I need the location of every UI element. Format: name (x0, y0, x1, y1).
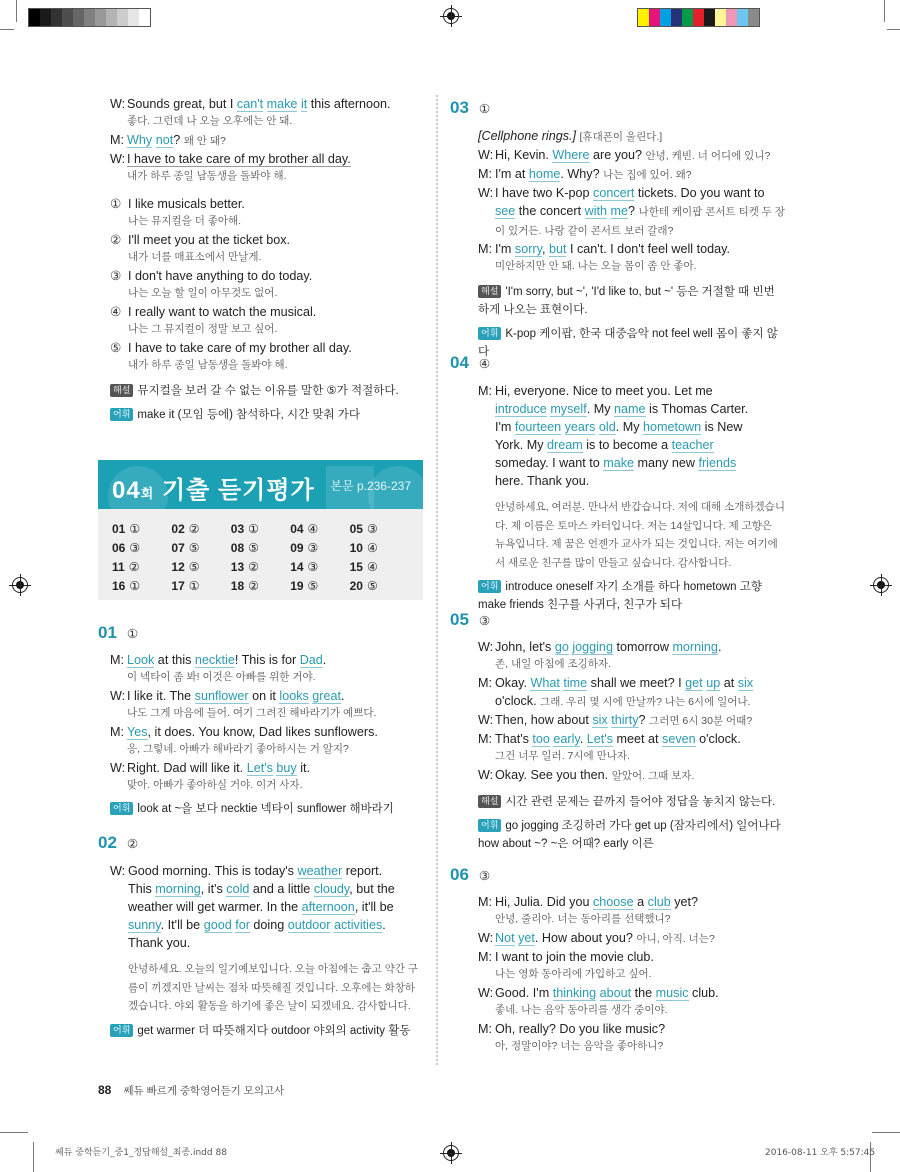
speaker-label: W: (478, 148, 494, 162)
answer-blank: Let's (246, 761, 273, 775)
monologue: W: Good morning. This is today's weather report. This morning, it's cold and a little cloudy, but the weather will get warmer. In the afternoon, it'll be sunny. It'll be good for doing outdoor activities. Thank you. (110, 864, 395, 950)
banner-header (98, 460, 423, 509)
answer-blank: make (603, 456, 635, 470)
color-swatch (726, 9, 737, 26)
answer-key-item: 12 ⑤ (171, 560, 200, 574)
answer-blank: see (495, 204, 516, 218)
answer-blank: seven (662, 732, 696, 746)
color-swatch (73, 9, 84, 26)
color-swatch (693, 9, 704, 26)
answer-blank: cloudy (313, 882, 350, 896)
left-column (110, 95, 430, 424)
answer-blank: myself (550, 402, 587, 416)
dialogue-line: W: Right. Dad will like it. Let's buy it. (110, 761, 311, 775)
answer-blank: but (548, 242, 567, 256)
answer-key-item: 05 ③ (349, 522, 378, 536)
answer-blank: about (599, 986, 632, 1000)
speaker-label: M: (478, 1022, 492, 1036)
q-continued-dialogue (110, 95, 430, 185)
answer-blank: teacher (671, 438, 714, 452)
answer-key-item: 13 ② (230, 560, 259, 574)
answer-blank: time (563, 676, 588, 690)
dialogue-line: M: Yes, it does. You know, Dad likes sunflowers. (110, 725, 378, 739)
vocab-note: 어휘 go jogging 조깅하러 가다 get up (잠자리에서) 일어나다 how about ~? ~은 어때? early 이른 (478, 820, 781, 850)
answer-blank: get (685, 676, 703, 690)
answer-blank: jogging (572, 640, 613, 654)
color-swatch (682, 9, 693, 26)
answer-key-item: 15 ④ (349, 560, 378, 574)
answer-key-item: 17 ① (171, 579, 200, 593)
answer-blank: up (706, 676, 721, 690)
answer-blank: afternoon (301, 900, 355, 914)
explanation-note: 해설 뮤지컬을 보러 갈 수 없는 이유를 말한 ⑤가 적절하다. (110, 382, 430, 400)
process-color-bar (637, 8, 760, 27)
answer-blank: great (312, 689, 342, 703)
korean-translation: 응, 그렇네. 아빠가 해바라기 좋아하시는 거 알지? (127, 743, 349, 755)
vocab-note: 어휘 make it (모임 등에) 참석하다, 시간 맞춰 가다 (110, 406, 430, 424)
dialogue-line: W: Then, how about six thirty? 그러면 6시 30분 어때? (478, 711, 785, 730)
dialogue-line: M: Okay. What time shall we meet? I get up at six o'clock. 그래. 우리 몇 시에 만날까? 나는 6시에 일어나. (478, 674, 785, 711)
color-swatch (748, 9, 759, 26)
answer-key-item: 07 ⑤ (171, 541, 200, 555)
answer-blank: not (155, 133, 174, 147)
answer-blank: it (300, 97, 308, 111)
color-swatch (649, 9, 660, 26)
answer-key-banner (98, 460, 423, 600)
dialogue-line: W: John, let's go jogging tomorrow morning. (478, 640, 722, 654)
color-swatch (51, 9, 62, 26)
answer-blank: name (614, 402, 646, 416)
answer-blank: for (235, 918, 250, 932)
question-number: 02 (98, 833, 117, 852)
registration-mark-icon (443, 1145, 459, 1161)
answer-blank: morning (672, 640, 718, 654)
question-01 (98, 623, 428, 818)
dialogue-line: W: I have to take care of my brother all day. (110, 152, 351, 166)
dialogue-line: M: Oh, really? Do you like music? (478, 1022, 666, 1036)
korean-translation: 미안하지만 안 돼. 나는 오늘 몸이 좀 안 좋아. (495, 260, 697, 272)
vocab-note: 어휘 get warmer 더 따뜻해지다 outdoor 야외의 activity 활동 (98, 1022, 428, 1040)
dialogue-line: W: I like it. The sunflower on it looks great. (110, 689, 345, 703)
dialogue-line: M: I want to join the movie club. (478, 950, 654, 964)
answer-blank: old (598, 420, 616, 434)
question-06 (450, 865, 785, 1056)
speaker-label: W: (110, 761, 126, 775)
speaker-label: W: (478, 768, 494, 782)
stage-direction: [Cellphone rings.] [휴대폰이 울린다.] (478, 129, 663, 143)
speaker-label: M: (478, 895, 492, 909)
answer-blank: home (528, 167, 561, 181)
speaker-label: M: (110, 133, 124, 147)
page-reference: 본문 p.236-237 (330, 479, 411, 493)
answer-blank: activities (333, 918, 383, 932)
monologue: M: Hi, everyone. Nice to meet you. Let me introduce myself. My name is Thomas Carter. I'm fourteen years old. My hometown is New York. My dream is to become a teacher someday. I want to make many new friends here. Thank you. (478, 384, 749, 488)
dialogue-line: M: I'm at home. Why? 나는 집에 있어. 왜? (478, 165, 785, 184)
question-answer: ② (126, 837, 139, 851)
answer-key-item: 16 ① (112, 579, 141, 593)
answer-blank: outdoor (287, 918, 331, 932)
question-number: 03 (450, 98, 469, 117)
speaker-label: W: (478, 986, 494, 1000)
korean-translation: 이 넥타이 좀 봐! 이것은 아빠를 위한 거야. (127, 671, 316, 683)
color-swatch (638, 9, 649, 26)
registration-mark-icon (873, 577, 889, 593)
crop-mark (884, 0, 885, 22)
column-divider (436, 95, 438, 1065)
dialogue-line: M: That's too early. Let's meet at seven o'clock. (478, 732, 741, 746)
answer-blank: cold (226, 882, 250, 896)
gray-color-bar (28, 8, 151, 27)
answer-blank: Where (552, 148, 590, 162)
speaker-label: W: (110, 97, 126, 111)
answer-blank: Why (127, 133, 153, 147)
speaker-label: M: (478, 167, 492, 181)
color-swatch (62, 9, 73, 26)
speaker-label: W: (478, 931, 494, 945)
answer-blank: hometown (643, 420, 702, 434)
explanation-note: 해설 'I'm sorry, but ~', 'I'd like to, but ~' 등은 거절할 때 빈번하게 나오는 표현이다. (478, 286, 775, 316)
color-swatch (84, 9, 95, 26)
question-number: 06 (450, 865, 469, 884)
crop-mark (887, 29, 900, 30)
answer-blank: early (553, 732, 580, 746)
answer-option: ⑤ I have to take care of my brother all day. (110, 341, 352, 355)
answer-key-item: 06 ③ (112, 541, 141, 555)
color-swatch (704, 9, 715, 26)
answer-blank: friends (698, 456, 737, 470)
answer-option: ③ I don't have anything to do today. (110, 269, 313, 283)
answer-blank: sunny (128, 918, 161, 932)
answer-blank: me (610, 204, 629, 218)
answer-blank: Dad (299, 653, 323, 667)
speaker-label: M: (478, 676, 492, 690)
dialogue-line: W: Good. I'm thinking about the music club. (478, 986, 719, 1000)
question-number: 04 (450, 353, 469, 372)
color-swatch (95, 9, 106, 26)
speaker-label: W: (478, 640, 494, 654)
answer-blank: weather (297, 864, 343, 878)
answer-option: ① I like musicals better. (110, 197, 245, 211)
page-number: 88 (98, 1083, 112, 1097)
crop-mark (16, 0, 17, 22)
explanation-note: 해설 시간 관련 문제는 끝까지 들어야 정답을 놓치지 않는다. (450, 793, 785, 811)
dialogue-line: W: Hi, Kevin. Where are you? 안녕, 케빈. 너 어디에 있니? (478, 146, 785, 165)
answer-key-item: 20 ⑤ (349, 579, 378, 593)
answer-key-item: 03 ① (230, 522, 259, 536)
question-answer: ① (126, 627, 139, 641)
dialogue-line: W: Not yet. How about you? 아니, 아직. 너는? (478, 929, 785, 948)
answer-blank: six (592, 713, 608, 727)
answer-options: ① I like musicals better. 나는 뮤지컬을 더 좋아해. ② I'll meet you at the ticket box. 내가 너를 매표소에서 만날게. ③ I don't have anything to do today. 나는 오늘 할 일이 아무것도 없어. ④ I really want to watch the musical. 나는 그 뮤지컬이 정말 보고 싶어. ⑤ I have to take care of my brother all day. 내가 하루 종일 남동생을 돌봐야 해. (110, 195, 430, 374)
vocab-note: 어휘 K-pop 케이팝, 한국 대중음악 not feel well 몸이 좋지 않다 (478, 328, 778, 358)
answer-key-item: 04 ④ (290, 522, 319, 536)
answer-option: ② I'll meet you at the ticket box. (110, 233, 291, 247)
korean-translation: 존, 내일 아침에 조깅하자. (495, 658, 612, 670)
question-answer: ④ (478, 357, 491, 371)
question-number: 05 (450, 610, 469, 629)
answer-blank: good (203, 918, 232, 932)
vocab-note: 어휘 introduce oneself 자기 소개를 하다 hometown 고향 make friends 친구를 사귀다, 친구가 되다 (478, 581, 762, 611)
dialogue-line: W: Sounds great, but I can't make it this afternoon. (110, 97, 391, 111)
answer-blank: sorry (514, 242, 542, 256)
speaker-label: M: (478, 950, 492, 964)
dialogue-line: M: Look at this necktie! This is for Dad. (110, 653, 327, 667)
answer-blank: music (655, 986, 689, 1000)
korean-translation: 나는 영화 동아리에 가입하고 싶어. (495, 968, 652, 980)
korean-translation: 안녕하세요, 여러분. 만나서 반갑습니다. 저에 대해 소개하겠습니다. 제 이름은 토마스 카터입니다. 저는 14살입니다. 제 고향은 뉴욕입니다. 제 꿈은 언젠가 교사가 되는 것입니다. 저는 여기에서 새로운 친구를 많이 만들고 싶습니다. 감사합니다. (495, 501, 785, 569)
korean-translation: 맞아. 아빠가 좋아하실 거야. 이거 사자. (127, 779, 303, 791)
answer-blank: yet (518, 931, 535, 945)
answer-blank: dream (547, 438, 583, 452)
question-answer: ③ (478, 869, 491, 883)
crop-mark (33, 1142, 34, 1172)
banner-title: 04회 기출 듣기평가 (112, 477, 315, 504)
dialogue-line: M: Hi, Julia. Did you choose a club yet? (478, 895, 699, 909)
crop-mark (872, 1132, 900, 1133)
answer-blank: Yes (127, 725, 148, 739)
answer-key-item: 08 ⑤ (230, 541, 259, 555)
answer-blank: thirty (611, 713, 639, 727)
answer-key-item: 18 ② (230, 579, 259, 593)
crop-mark (0, 1132, 28, 1133)
answer-blank: years (564, 420, 596, 434)
color-swatch (671, 9, 682, 26)
korean-translation: 나도 그게 마음에 들어. 여기 그려진 해바라기가 예쁘다. (127, 707, 377, 719)
vocab-tag: 어휘 (110, 408, 133, 421)
answer-blank: morning (155, 882, 201, 896)
page-footer (98, 1083, 284, 1098)
slug-filename: 쎄듀 중학듣기_중1_정답해설_최종.indd 88 (55, 1148, 227, 1158)
question-02 (98, 833, 428, 1040)
dialogue-line: W: I have two K-pop concert tickets. Do you want to see the concert with me? 나한테 케이팝 콘서트 티켓 두 장이 있거든. 나랑 같이 콘서트 보러 갈래? (478, 184, 785, 240)
color-swatch (29, 9, 40, 26)
speaker-label: M: (110, 653, 124, 667)
registration-mark-icon (12, 577, 28, 593)
answer-option: ④ I really want to watch the musical. (110, 305, 317, 319)
vocab-note: 어휘 look at ~을 보다 necktie 넥타이 sunflower 해바라기 (98, 800, 428, 818)
question-answer: ① (478, 102, 491, 116)
answer-blank: Not (495, 931, 515, 945)
answer-blank: choose (593, 895, 634, 909)
color-swatch (139, 9, 150, 26)
answer-blank: can't (236, 97, 264, 111)
answer-blank: introduce (495, 402, 547, 416)
answer-key-item: 11 ② (112, 560, 140, 574)
color-swatch (715, 9, 726, 26)
explanation-tag: 해설 (110, 384, 133, 397)
answer-blank: concert (593, 186, 635, 200)
answer-blank: Look (127, 653, 155, 667)
question-number: 01 (98, 623, 117, 642)
crop-mark (0, 29, 14, 30)
answer-blank: go (554, 640, 569, 654)
korean-translation: 아, 정말이야? 너는 음악을 좋아하니? (495, 1040, 664, 1052)
answer-blank: buy (276, 761, 297, 775)
speaker-label: W: (478, 186, 494, 200)
color-swatch (117, 9, 128, 26)
answer-blank: What (530, 676, 560, 690)
color-swatch (40, 9, 51, 26)
answer-blank: make (266, 97, 298, 111)
korean-translation: 안녕, 줄리아. 너는 동아리를 선택했니? (495, 913, 671, 925)
dialogue-line: W: Okay. See you then. 알았어. 그때 보자. (478, 766, 785, 785)
korean-translation: 좋네. 나는 음악 동아리를 생각 중이야. (495, 1004, 668, 1016)
dialogue-line: M: I'm sorry, but I can't. I don't feel well today. (478, 242, 730, 256)
color-swatch (737, 9, 748, 26)
color-swatch (660, 9, 671, 26)
answer-blank: thinking (552, 986, 597, 1000)
korean-translation: 안녕하세요. 오늘의 일기예보입니다. 오늘 아침에는 춥고 약간 구름이 끼겠지만 날씨는 점차 따뜻해질 것입니다. 오후에는 화창하겠습니다. 야외 활동을 하기에 좋은 날이 되겠네요. 감사합니다. (128, 963, 418, 1012)
korean-translation: 내가 하루 종일 남동생을 돌봐야 해. (127, 170, 287, 182)
answer-key-item: 14 ③ (290, 560, 319, 574)
speaker-label: W: (110, 152, 126, 166)
answer-blank: fourteen (514, 420, 562, 434)
answer-key-item: 09 ③ (290, 541, 319, 555)
registration-mark-icon (443, 8, 459, 24)
korean-translation: 좋다. 그런데 나 오늘 오후에는 안 돼. (127, 115, 293, 127)
speaker-label: M: (478, 242, 492, 256)
color-swatch (128, 9, 139, 26)
book-title: 쎄듀 빠르게 중학영어듣기 모의고사 (123, 1085, 285, 1097)
answer-blank: six (737, 676, 754, 690)
answer-grid (98, 509, 423, 595)
answer-blank: sunflower (194, 689, 249, 703)
color-swatch (106, 9, 117, 26)
answer-key-item: 19 ⑤ (290, 579, 319, 593)
question-05 (450, 610, 785, 853)
answer-key-item: 02 ② (171, 522, 200, 536)
answer-blank: club (647, 895, 671, 909)
answer-key-item: 01 ① (112, 522, 141, 536)
answer-key-item: 10 ④ (349, 541, 378, 555)
speaker-label: M: (110, 725, 124, 739)
question-03 (450, 98, 785, 361)
slug-timestamp: 2016-08-11 오후 5:57:45 (765, 1148, 876, 1158)
speaker-label: M: (478, 732, 492, 746)
korean-translation: 그건 너무 일러. 7시에 만나자. (495, 750, 630, 762)
answer-blank: Let's (586, 732, 614, 746)
question-04 (450, 353, 785, 614)
speaker-label: W: (478, 713, 494, 727)
answer-blank: necktie (194, 653, 235, 667)
speaker-label: W: (110, 689, 126, 703)
dialogue-line: M: Why not? 왜 안 돼? (110, 131, 430, 150)
answer-blank: with (584, 204, 608, 218)
answer-blank: looks (279, 689, 309, 703)
answer-blank: too (532, 732, 550, 746)
question-answer: ③ (478, 614, 491, 628)
